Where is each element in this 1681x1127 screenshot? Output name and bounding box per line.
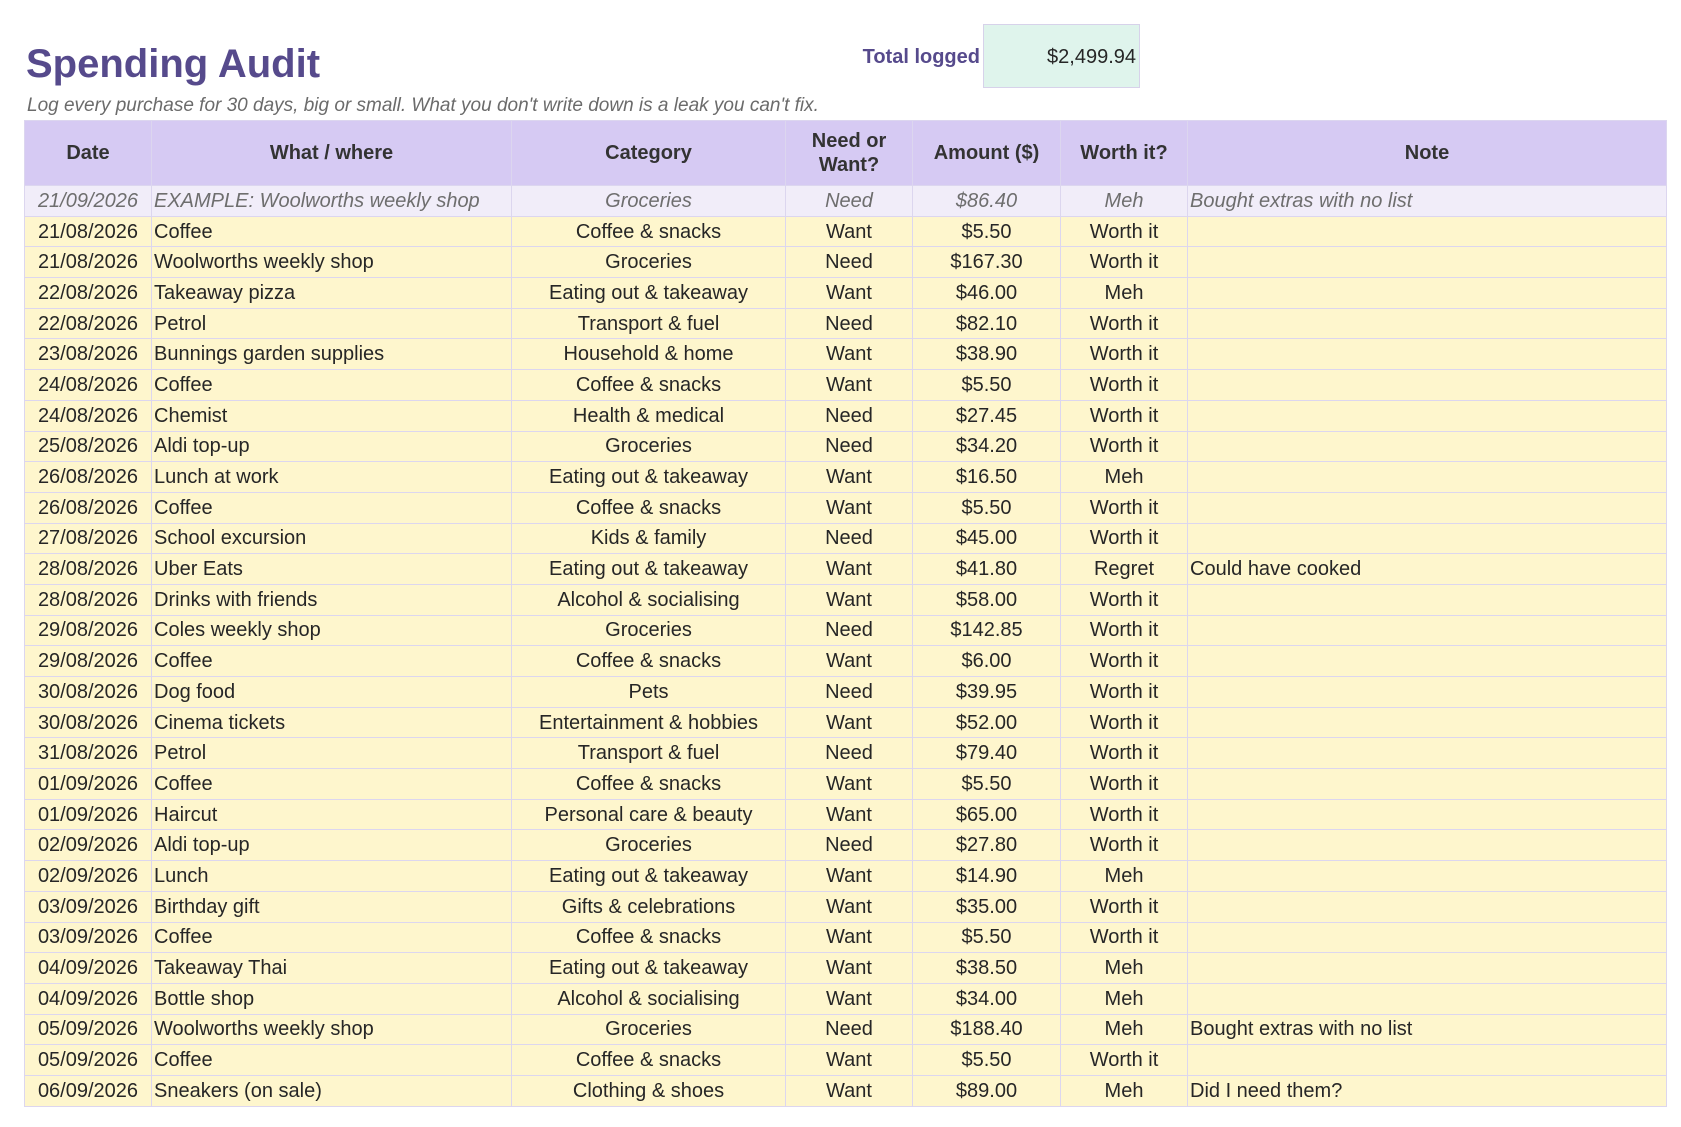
cell-what-where[interactable]: Takeaway pizza [152, 278, 512, 309]
cell-note[interactable]: Could have cooked [1188, 554, 1667, 585]
header-row [25, 121, 1667, 186]
cell-amount[interactable]: $58.00 [913, 584, 1061, 615]
cell-amount[interactable]: $45.00 [913, 523, 1061, 554]
cell-amount[interactable]: $38.90 [913, 339, 1061, 370]
table-row [25, 1075, 1667, 1106]
cell-note[interactable] [1188, 370, 1667, 401]
cell-need-or-want[interactable]: Want [786, 462, 913, 493]
cell-what-where[interactable]: Cinema tickets [152, 707, 512, 738]
cell-what-where[interactable]: Coles weekly shop [152, 615, 512, 646]
table-row [25, 677, 1667, 708]
cell-need-or-want[interactable]: Want [786, 861, 913, 892]
cell-note[interactable] [1188, 339, 1667, 370]
cell-amount[interactable]: $34.20 [913, 431, 1061, 462]
table-row [25, 1045, 1667, 1076]
table-row [25, 308, 1667, 339]
table-row [25, 554, 1667, 585]
cell-note[interactable]: Bought extras with no list [1188, 186, 1667, 217]
cell-note[interactable] [1188, 983, 1667, 1014]
cell-worth-it[interactable]: Worth it [1061, 707, 1188, 738]
column-header-amount[interactable]: Amount ($) [913, 121, 1061, 186]
cell-need-or-want[interactable]: Want [786, 1045, 913, 1076]
cell-category[interactable]: Household & home [512, 339, 786, 370]
table-row [25, 278, 1667, 309]
cell-worth-it[interactable]: Worth it [1061, 891, 1188, 922]
cell-amount[interactable]: $27.80 [913, 830, 1061, 861]
cell-note[interactable] [1188, 830, 1667, 861]
cell-what-where[interactable]: EXAMPLE: Woolworths weekly shop [152, 186, 512, 217]
table-row [25, 615, 1667, 646]
cell-amount[interactable]: $34.00 [913, 983, 1061, 1014]
column-header-need-or-want[interactable]: Need or Want? [786, 121, 913, 186]
cell-worth-it[interactable]: Meh [1061, 861, 1188, 892]
cell-worth-it[interactable]: Meh [1061, 278, 1188, 309]
cell-what-where[interactable]: School excursion [152, 523, 512, 554]
column-header-what-where[interactable]: What / where [152, 121, 512, 186]
cell-worth-it[interactable]: Worth it [1061, 339, 1188, 370]
cell-date[interactable]: 22/08/2026 [25, 308, 152, 339]
cell-worth-it[interactable]: Meh [1061, 953, 1188, 984]
cell-note[interactable] [1188, 584, 1667, 615]
cell-worth-it[interactable]: Worth it [1061, 247, 1188, 278]
cell-what-where[interactable]: Coffee [152, 646, 512, 677]
cell-amount[interactable]: $39.95 [913, 677, 1061, 708]
cell-category[interactable]: Coffee & snacks [512, 216, 786, 247]
cell-note[interactable] [1188, 431, 1667, 462]
cell-category[interactable]: Entertainment & hobbies [512, 707, 786, 738]
cell-worth-it[interactable]: Worth it [1061, 799, 1188, 830]
cell-note[interactable] [1188, 523, 1667, 554]
cell-worth-it[interactable]: Worth it [1061, 492, 1188, 523]
cell-category[interactable]: Groceries [512, 247, 786, 278]
cell-date[interactable]: 04/09/2026 [25, 953, 152, 984]
cell-date[interactable]: 31/08/2026 [25, 738, 152, 769]
page-title: Spending Audit [26, 42, 321, 86]
cell-amount[interactable]: $65.00 [913, 799, 1061, 830]
cell-category[interactable]: Coffee & snacks [512, 646, 786, 677]
cell-worth-it[interactable]: Worth it [1061, 677, 1188, 708]
cell-worth-it[interactable]: Worth it [1061, 646, 1188, 677]
cell-category[interactable]: Clothing & shoes [512, 1075, 786, 1106]
cell-note[interactable] [1188, 278, 1667, 309]
cell-need-or-want[interactable]: Want [786, 370, 913, 401]
cell-category[interactable]: Coffee & snacks [512, 492, 786, 523]
cell-what-where[interactable]: Takeaway Thai [152, 953, 512, 984]
table-row [25, 1014, 1667, 1045]
cell-what-where[interactable]: Bunnings garden supplies [152, 339, 512, 370]
cell-worth-it[interactable]: Worth it [1061, 615, 1188, 646]
total-logged-label: Total logged [862, 46, 980, 68]
page-subtitle: Log every purchase for 30 days, big or small. What you don't write down is a leak you can't fix. [27, 95, 819, 116]
table-row [25, 983, 1667, 1014]
cell-date[interactable]: 05/09/2026 [25, 1014, 152, 1045]
cell-worth-it[interactable]: Worth it [1061, 584, 1188, 615]
cell-what-where[interactable]: Uber Eats [152, 554, 512, 585]
table-row [25, 953, 1667, 984]
cell-category[interactable]: Coffee & snacks [512, 370, 786, 401]
table-row [25, 707, 1667, 738]
cell-what-where[interactable]: Woolworths weekly shop [152, 1014, 512, 1045]
cell-need-or-want[interactable]: Need [786, 677, 913, 708]
table-row [25, 247, 1667, 278]
cell-amount[interactable]: $167.30 [913, 247, 1061, 278]
cell-worth-it[interactable]: Meh [1061, 1075, 1188, 1106]
cell-amount[interactable]: $82.10 [913, 308, 1061, 339]
table-row [25, 216, 1667, 247]
cell-worth-it[interactable]: Worth it [1061, 1045, 1188, 1076]
cell-amount[interactable]: $5.50 [913, 1045, 1061, 1076]
cell-need-or-want[interactable]: Want [786, 799, 913, 830]
cell-note[interactable] [1188, 646, 1667, 677]
table-row [25, 799, 1667, 830]
table-row [25, 462, 1667, 493]
cell-date[interactable]: 30/08/2026 [25, 677, 152, 708]
cell-need-or-want[interactable]: Need [786, 431, 913, 462]
cell-date[interactable]: 24/08/2026 [25, 370, 152, 401]
cell-category[interactable]: Kids & family [512, 523, 786, 554]
cell-what-where[interactable]: Chemist [152, 400, 512, 431]
cell-amount[interactable]: $5.50 [913, 370, 1061, 401]
cell-what-where[interactable]: Lunch [152, 861, 512, 892]
cell-what-where[interactable]: Haircut [152, 799, 512, 830]
cell-amount[interactable]: $5.50 [913, 922, 1061, 953]
cell-what-where[interactable]: Aldi top-up [152, 830, 512, 861]
column-header-date[interactable]: Date [25, 121, 152, 186]
cell-amount[interactable]: $142.85 [913, 615, 1061, 646]
cell-what-where[interactable]: Woolworths weekly shop [152, 247, 512, 278]
cell-need-or-want[interactable]: Want [786, 1075, 913, 1106]
table-row [25, 922, 1667, 953]
cell-amount[interactable]: $35.00 [913, 891, 1061, 922]
table-row [25, 646, 1667, 677]
cell-date[interactable]: 27/08/2026 [25, 523, 152, 554]
cell-category[interactable]: Health & medical [512, 400, 786, 431]
cell-worth-it[interactable]: Worth it [1061, 216, 1188, 247]
cell-what-where[interactable]: Sneakers (on sale) [152, 1075, 512, 1106]
column-header-category[interactable]: Category [512, 121, 786, 186]
cell-worth-it[interactable]: Meh [1061, 983, 1188, 1014]
cell-amount[interactable]: $79.40 [913, 738, 1061, 769]
cell-note[interactable] [1188, 891, 1667, 922]
cell-what-where[interactable]: Coffee [152, 1045, 512, 1076]
cell-category[interactable]: Coffee & snacks [512, 769, 786, 800]
cell-need-or-want[interactable]: Need [786, 247, 913, 278]
cell-need-or-want[interactable]: Want [786, 769, 913, 800]
cell-need-or-want[interactable]: Need [786, 615, 913, 646]
cell-note[interactable] [1188, 861, 1667, 892]
cell-need-or-want[interactable]: Need [786, 738, 913, 769]
cell-date[interactable]: 26/08/2026 [25, 492, 152, 523]
cell-amount[interactable]: $38.50 [913, 953, 1061, 984]
cell-need-or-want[interactable]: Want [786, 492, 913, 523]
cell-worth-it[interactable]: Worth it [1061, 523, 1188, 554]
cell-date[interactable]: 29/08/2026 [25, 646, 152, 677]
cell-note[interactable] [1188, 799, 1667, 830]
cell-note[interactable] [1188, 400, 1667, 431]
cell-category[interactable]: Eating out & takeaway [512, 953, 786, 984]
cell-date[interactable]: 02/09/2026 [25, 830, 152, 861]
cell-date[interactable]: 01/09/2026 [25, 799, 152, 830]
cell-category[interactable]: Groceries [512, 615, 786, 646]
cell-worth-it[interactable]: Meh [1061, 186, 1188, 217]
cell-date[interactable]: 28/08/2026 [25, 584, 152, 615]
table-row [25, 830, 1667, 861]
cell-note[interactable] [1188, 247, 1667, 278]
cell-worth-it[interactable]: Worth it [1061, 922, 1188, 953]
cell-note[interactable] [1188, 462, 1667, 493]
cell-need-or-want[interactable]: Want [786, 707, 913, 738]
table-row [25, 861, 1667, 892]
cell-category[interactable]: Transport & fuel [512, 738, 786, 769]
cell-what-where[interactable]: Dog food [152, 677, 512, 708]
cell-worth-it[interactable]: Meh [1061, 1014, 1188, 1045]
cell-category[interactable]: Alcohol & socialising [512, 983, 786, 1014]
cell-date[interactable]: 28/08/2026 [25, 554, 152, 585]
cell-what-where[interactable]: Lunch at work [152, 462, 512, 493]
cell-date[interactable]: 21/08/2026 [25, 216, 152, 247]
cell-what-where[interactable]: Aldi top-up [152, 431, 512, 462]
cell-amount[interactable]: $5.50 [913, 769, 1061, 800]
cell-need-or-want[interactable]: Want [786, 278, 913, 309]
cell-need-or-want[interactable]: Need [786, 308, 913, 339]
cell-category[interactable]: Eating out & takeaway [512, 278, 786, 309]
cell-date[interactable]: 24/08/2026 [25, 400, 152, 431]
cell-need-or-want[interactable]: Want [786, 922, 913, 953]
cell-note[interactable] [1188, 615, 1667, 646]
cell-category[interactable]: Eating out & takeaway [512, 554, 786, 585]
example-row [25, 186, 1667, 217]
cell-need-or-want[interactable]: Want [786, 554, 913, 585]
cell-date[interactable]: 06/09/2026 [25, 1075, 152, 1106]
cell-what-where[interactable]: Coffee [152, 492, 512, 523]
cell-note[interactable] [1188, 769, 1667, 800]
cell-category[interactable]: Alcohol & socialising [512, 584, 786, 615]
cell-date[interactable]: 23/08/2026 [25, 339, 152, 370]
cell-need-or-want[interactable]: Need [786, 400, 913, 431]
cell-worth-it[interactable]: Regret [1061, 554, 1188, 585]
cell-what-where[interactable]: Coffee [152, 769, 512, 800]
table-row [25, 738, 1667, 769]
cell-date[interactable]: 04/09/2026 [25, 983, 152, 1014]
cell-note[interactable] [1188, 953, 1667, 984]
cell-note[interactable] [1188, 922, 1667, 953]
cell-worth-it[interactable]: Worth it [1061, 370, 1188, 401]
cell-category[interactable]: Groceries [512, 431, 786, 462]
cell-note[interactable] [1188, 216, 1667, 247]
cell-amount[interactable]: $46.00 [913, 278, 1061, 309]
cell-amount[interactable]: $86.40 [913, 186, 1061, 217]
table-row [25, 584, 1667, 615]
cell-date[interactable]: 03/09/2026 [25, 891, 152, 922]
cell-note[interactable]: Did I need them? [1188, 1075, 1667, 1106]
cell-category[interactable]: Groceries [512, 830, 786, 861]
cell-what-where[interactable]: Drinks with friends [152, 584, 512, 615]
cell-category[interactable]: Pets [512, 677, 786, 708]
cell-date[interactable]: 21/09/2026 [25, 186, 152, 217]
cell-date[interactable]: 22/08/2026 [25, 278, 152, 309]
cell-need-or-want[interactable]: Want [786, 339, 913, 370]
cell-amount[interactable]: $6.00 [913, 646, 1061, 677]
cell-category[interactable]: Coffee & snacks [512, 1045, 786, 1076]
cell-amount[interactable]: $5.50 [913, 492, 1061, 523]
cell-worth-it[interactable]: Worth it [1061, 738, 1188, 769]
table-row [25, 400, 1667, 431]
column-header-worth-it[interactable]: Worth it? [1061, 121, 1188, 186]
cell-need-or-want[interactable]: Need [786, 1014, 913, 1045]
cell-worth-it[interactable]: Worth it [1061, 769, 1188, 800]
cell-category[interactable]: Coffee & snacks [512, 922, 786, 953]
cell-need-or-want[interactable]: Want [786, 646, 913, 677]
table-row [25, 492, 1667, 523]
cell-amount[interactable]: $41.80 [913, 554, 1061, 585]
cell-need-or-want[interactable]: Want [786, 891, 913, 922]
cell-need-or-want[interactable]: Want [786, 216, 913, 247]
cell-date[interactable]: 03/09/2026 [25, 922, 152, 953]
cell-date[interactable]: 01/09/2026 [25, 769, 152, 800]
cell-need-or-want[interactable]: Want [786, 584, 913, 615]
cell-date[interactable]: 02/09/2026 [25, 861, 152, 892]
cell-category[interactable]: Personal care & beauty [512, 799, 786, 830]
cell-note[interactable] [1188, 707, 1667, 738]
cell-amount[interactable]: $52.00 [913, 707, 1061, 738]
cell-amount[interactable]: $14.90 [913, 861, 1061, 892]
cell-category[interactable]: Groceries [512, 186, 786, 217]
table-row [25, 339, 1667, 370]
cell-what-where[interactable]: Coffee [152, 922, 512, 953]
cell-what-where[interactable]: Coffee [152, 370, 512, 401]
cell-what-where[interactable]: Coffee [152, 216, 512, 247]
cell-note[interactable] [1188, 738, 1667, 769]
cell-need-or-want[interactable]: Want [786, 983, 913, 1014]
cell-note[interactable] [1188, 492, 1667, 523]
cell-category[interactable]: Transport & fuel [512, 308, 786, 339]
cell-amount[interactable]: $89.00 [913, 1075, 1061, 1106]
total-logged-value[interactable]: $2,499.94 [983, 24, 1140, 88]
cell-date[interactable]: 25/08/2026 [25, 431, 152, 462]
cell-need-or-want[interactable]: Need [786, 523, 913, 554]
cell-note[interactable] [1188, 1045, 1667, 1076]
cell-note[interactable]: Bought extras with no list [1188, 1014, 1667, 1045]
table-row [25, 431, 1667, 462]
cell-category[interactable]: Gifts & celebrations [512, 891, 786, 922]
cell-amount[interactable]: $5.50 [913, 216, 1061, 247]
cell-need-or-want[interactable]: Need [786, 830, 913, 861]
cell-worth-it[interactable]: Worth it [1061, 830, 1188, 861]
cell-date[interactable]: 29/08/2026 [25, 615, 152, 646]
cell-what-where[interactable]: Petrol [152, 738, 512, 769]
cell-worth-it[interactable]: Meh [1061, 462, 1188, 493]
cell-date[interactable]: 30/08/2026 [25, 707, 152, 738]
table-row [25, 523, 1667, 554]
cell-worth-it[interactable]: Worth it [1061, 308, 1188, 339]
spending-log-table [24, 120, 1667, 1107]
table-row [25, 370, 1667, 401]
cell-amount[interactable]: $188.40 [913, 1014, 1061, 1045]
cell-date[interactable]: 26/08/2026 [25, 462, 152, 493]
cell-note[interactable] [1188, 677, 1667, 708]
cell-category[interactable]: Eating out & takeaway [512, 462, 786, 493]
column-header-note[interactable]: Note [1188, 121, 1667, 186]
cell-what-where[interactable]: Birthday gift [152, 891, 512, 922]
cell-what-where[interactable]: Petrol [152, 308, 512, 339]
cell-need-or-want[interactable]: Need [786, 186, 913, 217]
cell-note[interactable] [1188, 308, 1667, 339]
cell-category[interactable]: Eating out & takeaway [512, 861, 786, 892]
cell-category[interactable]: Groceries [512, 1014, 786, 1045]
cell-date[interactable]: 21/08/2026 [25, 247, 152, 278]
cell-amount[interactable]: $16.50 [913, 462, 1061, 493]
table-row [25, 769, 1667, 800]
cell-what-where[interactable]: Bottle shop [152, 983, 512, 1014]
cell-amount[interactable]: $27.45 [913, 400, 1061, 431]
table-row [25, 891, 1667, 922]
cell-need-or-want[interactable]: Want [786, 953, 913, 984]
cell-date[interactable]: 05/09/2026 [25, 1045, 152, 1076]
cell-worth-it[interactable]: Worth it [1061, 431, 1188, 462]
cell-worth-it[interactable]: Worth it [1061, 400, 1188, 431]
